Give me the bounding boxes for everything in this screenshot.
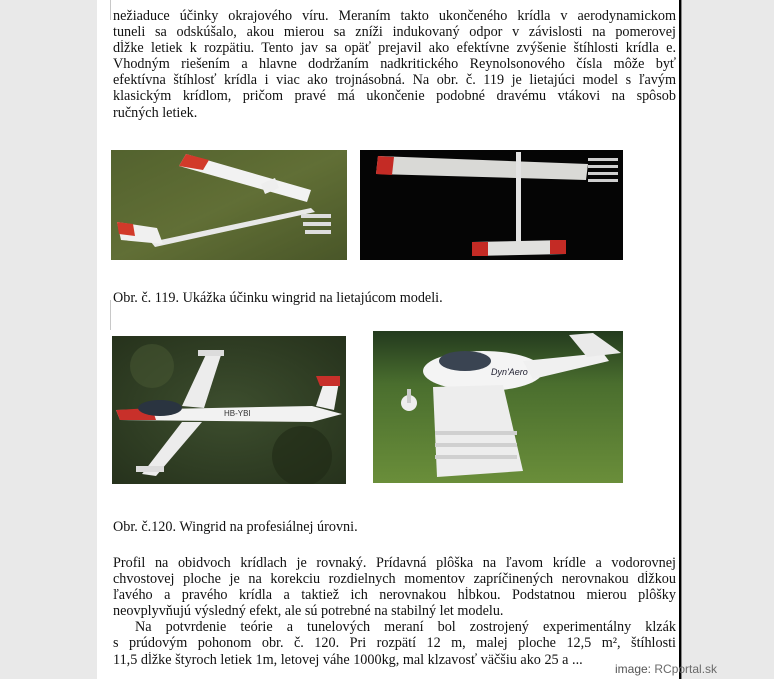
- text-line: Profil na obidvoch krídlach je rovnaký. Prídavná plôška na ľavom krídle a vodorovnej: [113, 555, 676, 571]
- photo-model-black-background: [360, 150, 623, 260]
- figure-caption-119: Obr. č. 119. Ukážka účinku wingrid na lietajúcom modeli.: [113, 290, 443, 306]
- photo-image: [360, 150, 623, 260]
- text-line: tuneli sa odskúšalo, akou mierou sa zníži indukovaný odpor v závislosti na pomerovej: [113, 24, 676, 41]
- photo-model-glider-grass: [111, 150, 347, 260]
- margin-marker: [110, 0, 111, 20]
- margin-marker: [110, 300, 111, 330]
- text-line: neovplyvňujú výsledný efekt, ale sú potrebné na stabilný let modelu.: [113, 603, 504, 620]
- text-line: ručných letiek.: [113, 104, 198, 121]
- photo-glider-flight: [112, 336, 346, 484]
- paragraph-top: [113, 8, 676, 121]
- text-line: chvostovej ploche je na korekciu rozdielnych momentov zapríčinených nerovnakou dĺžkou: [113, 571, 676, 588]
- text-line: dĺžke letiek k rozpätiu. Tento jav sa opäť prejavil ako efektívne zvýšenie štíhlosti krídla e.: [113, 40, 676, 57]
- figure-caption-120: Obr. č.120. Wingrid na profesiálnej úrovni.: [113, 519, 358, 535]
- photo-logo: Dyn'Aero: [491, 367, 528, 377]
- watermark-site: RCportal.sk: [654, 662, 718, 676]
- watermark: [615, 662, 717, 676]
- text-line: Na potvrdenie teórie a tunelových meraní bol zostrojený experimentálny klzák: [135, 619, 676, 636]
- photo-image: [373, 331, 623, 483]
- text-line: 11,5 dĺžke štyroch letiek 1m, letovej váhe 1000kg, mal klzavosť väčšiu ako 25 a ...: [113, 651, 583, 668]
- text-line: ľavého a pravého krídla a taktiež ich nerovnakou hĺbkou. Podstatnou mierou plôšky: [113, 587, 676, 604]
- paragraph-bottom: [113, 555, 676, 668]
- watermark-prefix: image:: [615, 662, 655, 676]
- text-line: Vhodným riešením a hlavne dodržaním nadkritického Reynolsonového čísla môže byť: [113, 56, 676, 73]
- photo-image: [112, 336, 346, 484]
- photo-aircraft-grass: [373, 331, 623, 483]
- text-line: klasickým krídlom, pričom pravé má ukončenie podobné dravému vtákovi na spôsob: [113, 88, 676, 105]
- photo-image: [111, 150, 347, 260]
- text-line: s prúdovým pohonom obr. č. 120. Pri rozpätí 12 m, malej ploche 12,5 m², štíhlosti: [113, 635, 676, 652]
- text-line: nežiaduce účinky okrajového víru. Meraním takto ukončeného krídla v aerodynamickom: [113, 8, 676, 24]
- registration-mark: HB-YBI: [224, 409, 251, 418]
- text-line: efektívna štíhlosť krídla i viac ako trojnásobná. Na obr. č. 119 je lietajúci model s ľavým: [113, 72, 676, 89]
